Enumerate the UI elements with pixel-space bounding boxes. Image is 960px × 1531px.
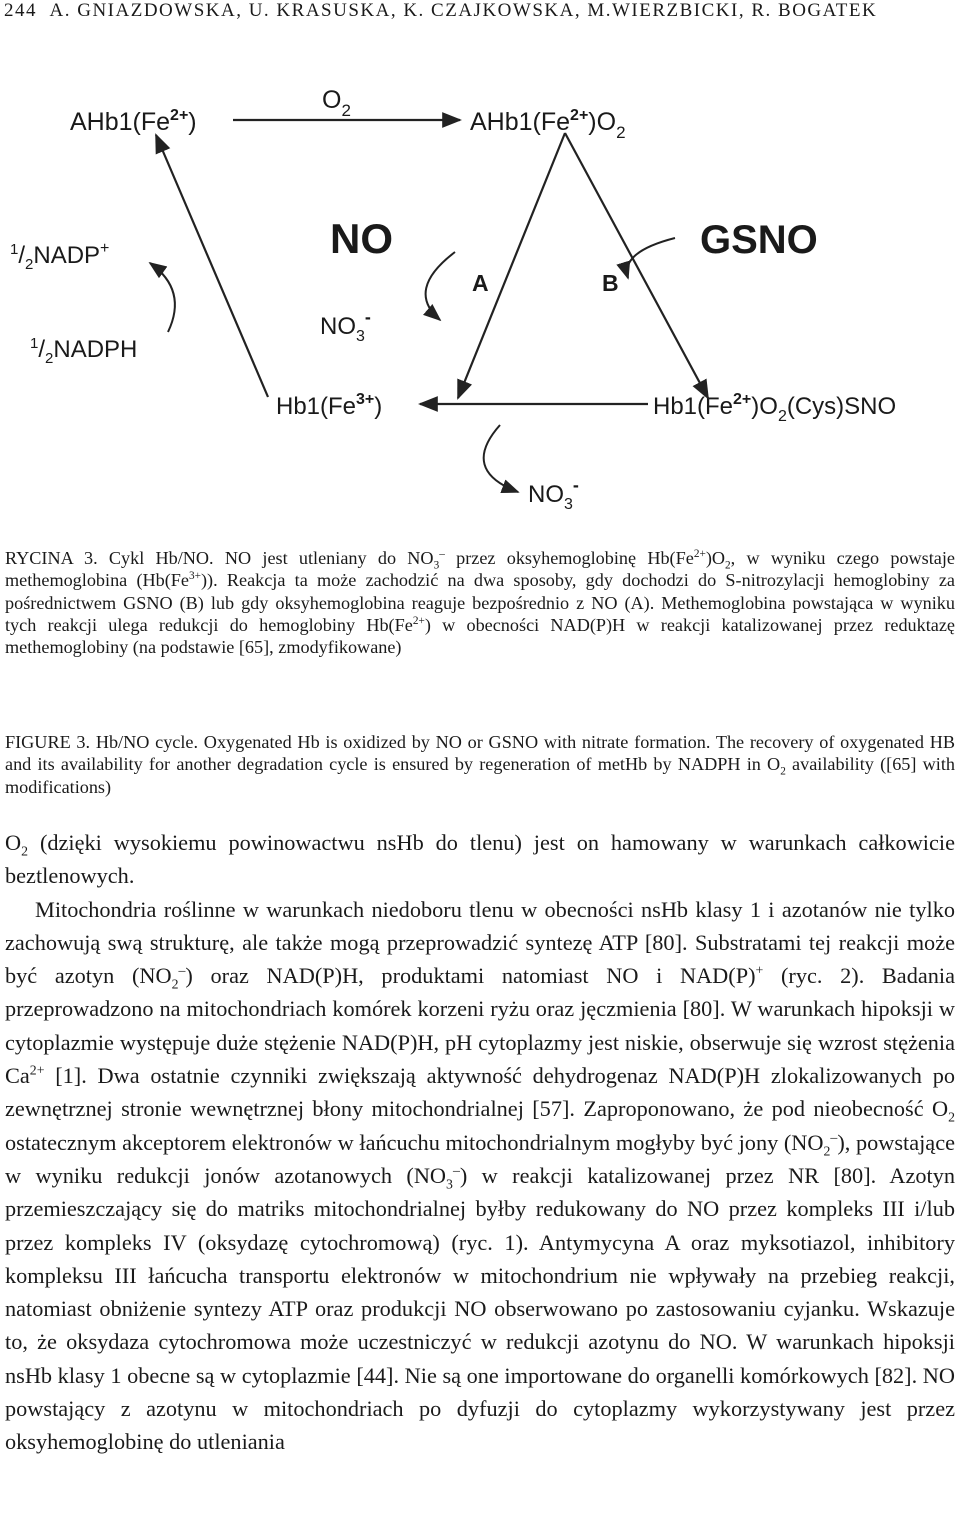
ahb1-fe2-o2-label: $AHb1(Fe^{2+})O_2$ xyxy=(470,107,626,142)
hb-no-cycle-diagram xyxy=(0,80,960,520)
pathway-b-arrow xyxy=(565,133,708,398)
o2-label: $O_2$ xyxy=(322,86,351,120)
nitrate-release-curve-arrow xyxy=(484,425,518,492)
body-paragraph: Mitochondria roślinne w warunkach niedoboru tlenu w obecności nsHb klasy 1 i azotanów nie tylko zachowują swą strukturę, ale także mogą przeprowadzić syntezę ATP [80]. Substratami tej reakcji może być azotyn $(NO_2^-)$ oraz NAD(P)H, produktami natomiast NO i NAD(P)+ (ryc. 2). Badania przeprowadzono na mitochondriach komórek korzeni ryżu oraz jęczmienia [80]. W warunkach hipoksji w cytoplazmie występuje duże stężenie NAD(P)H, pH cytoplazmy jest niskie, obserwuje się wzrost stężenia $Ca^{2+}$ [1]. Dwa ostatnie czynniki zwiększają aktywność dehydrogenaz NAD(P)H zlokalizowanych po zewnętrznej stronie wewnętrznej błony mitochondrialnej [57]. Zaproponowano, że pod nieobecność $O_2$ ostatecznym akceptorem elektronów w łańcuchu mitochondrialnym mogłyby być jony $(NO_2^-)$, powstające w wyniku redukcji jonów azotanowych $(NO_3^-)$ w reakcji katalizowanej przez NR [80]. Azotyn przemieszczający się do matriks mitochondrialnej byłby redukowany do NO przez kompleks III i/lub przez kompleks IV (oksydazę cytochromową) (ryc. 1). Antymycyna A oraz myksotiazol, inhibitory kompleksu III łańcucha transportu elektronów w mitochondrium nie wpływały na przebieg reakcji, natomiast obniżenie syntezy ATP oraz produkcji NO obserwowano po zastosowaniu cyjanku. Wskazuje to, że oksydaza cytochromowa może uczestniczyć w redukcji azotynu do NO. W warunkach hipoksji nsHb klasy 1 obecne są w cytoplazmie [44]. Nie są one importowane do organelli komórkowych [82]. NO powstający z azotynu w mitochondriach po dyfuzji do cytoplazmy wykorzystywany jest przez oksyhemoglobinę do utleniania xyxy=(5,896,956,1455)
ahb1-fe2-label: $AHb1(Fe^{2+})$ xyxy=(70,107,197,136)
author-list: A. GNIAZDOWSKA, U. KRASUSKA, K. CZAJKOWSKA, M.WIERZBICKI, R. BOGATEK xyxy=(49,0,878,21)
gsno-label: GSNO xyxy=(700,218,818,262)
no-label: NO xyxy=(330,215,393,262)
no-curve-arrow xyxy=(426,252,455,320)
label-a: A xyxy=(472,270,489,296)
no3-label-b: $NO_3^-$ xyxy=(528,475,579,513)
body-paragraph: $O_2$ (dzięki wysokiemu powinowactwu nsHb do tlenu) jest on hamowany w warunkach całkowicie beztlenowych. xyxy=(5,830,955,889)
body-text xyxy=(5,826,955,1459)
no3-label-a: $NO_3^-$ xyxy=(320,307,371,345)
running-header xyxy=(4,0,954,22)
page-number: 244 xyxy=(4,0,37,21)
hb1-fe3-label: $Hb1(Fe^{3+})$ xyxy=(276,391,383,420)
figure-caption-polish: RYCINA 3. Cykl Hb/NO. NO jest utleniany do $NO_3^-$ przez oksyhemoglobinę $Hb(Fe^{2+})O_2$, w wyniku czego powstaje methemoglobina $(Hb(Fe^{3+}))$. Reakcja ta może zachodzić na dwa sposoby, gdy dochodzi do S-nitrozylacji hemoglobiny za pośrednictwem GSNO (B) lub gdy oksyhemoglobina reaguje bezpośrednio z NO (A). Methemoglobina powstająca w wyniku tych reakcji ulega redukcji do hemoglobiny $Hb(Fe^{2+})$ w obecności NAD(P)H w reakcji katalizowanej przez reduktazę methemoglobiny (na podstawie [65], zmodyfikowane) xyxy=(5,547,956,658)
nadph-curve-arrow xyxy=(150,263,175,332)
nadp-plus-label: $^1/_2NADP^+$ xyxy=(10,240,110,273)
hb1-sno-label: $Hb1(Fe^{2+})O_2(Cys)SNO$ xyxy=(653,391,897,425)
pathway-a-arrow xyxy=(458,133,565,398)
reduction-arrow xyxy=(156,135,268,397)
gsno-curve-arrow xyxy=(627,238,675,278)
label-b: B xyxy=(602,270,619,296)
figure-caption-english: FIGURE 3. Hb/NO cycle. Oxygenated Hb is oxidized by NO or GSNO with nitrate formation. The recovery of oxygenated HB and its availability for another degradation cycle is ensured by regeneration of metHb by NADPH in $O_2$ availability ([65] with modifications) xyxy=(5,732,955,797)
nadph-label: $^1/_2NADPH$ xyxy=(30,335,138,367)
